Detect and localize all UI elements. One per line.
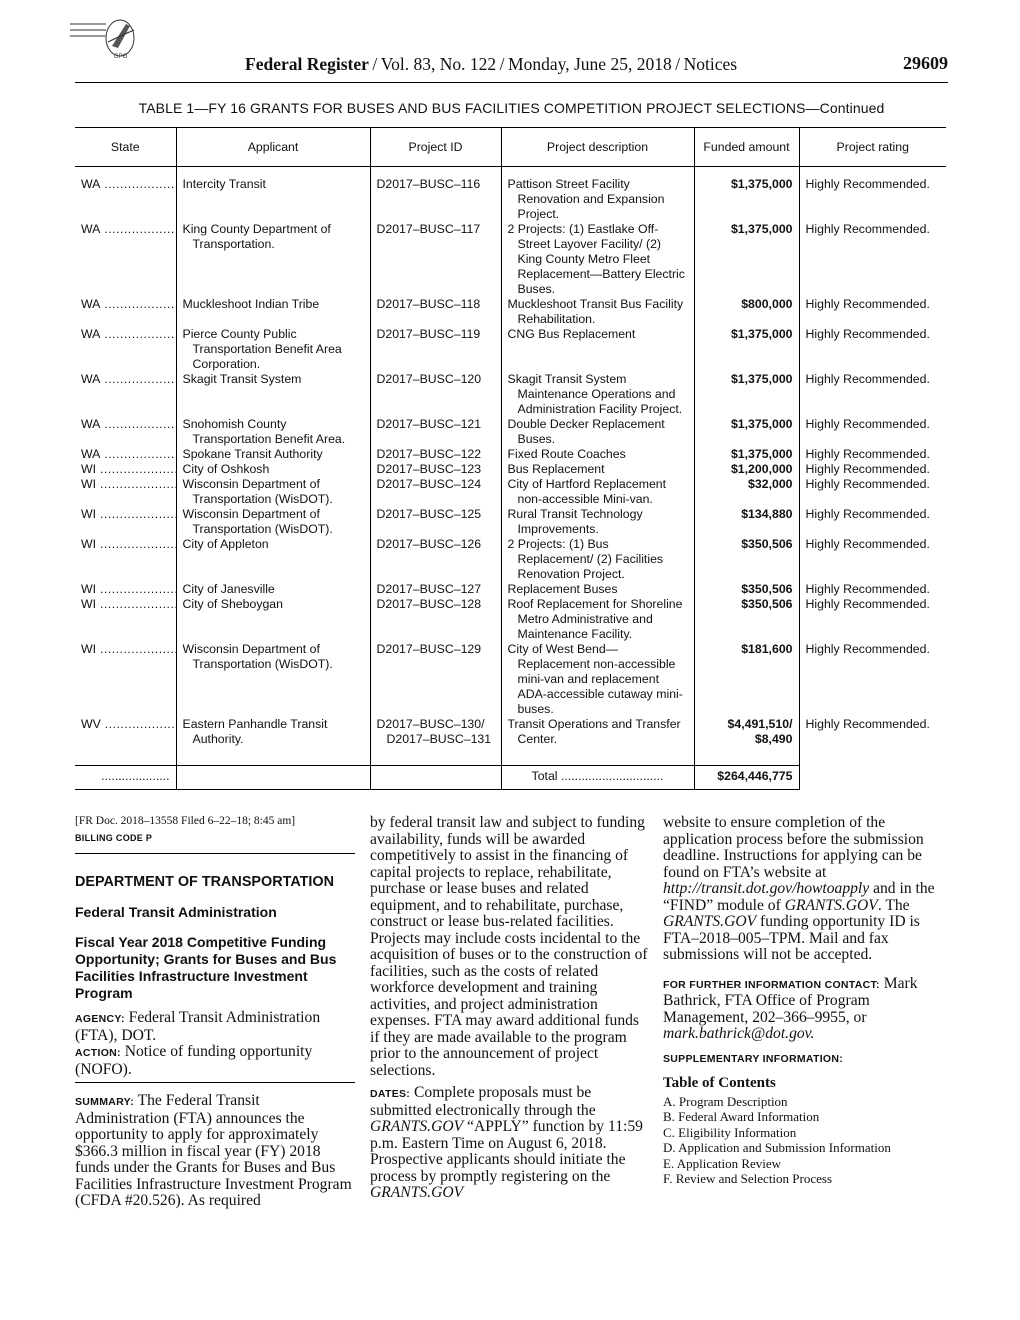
column-header: State bbox=[75, 128, 176, 167]
amount-cell: $1,375,000 bbox=[694, 177, 799, 222]
applicant-cell: Eastern Panhandle Transit Authority. bbox=[176, 717, 370, 747]
contact-email-link[interactable]: mark.bathrick@dot.gov. bbox=[663, 1025, 815, 1042]
summary-continued: by federal transit law and subject to funding availability, funds will be awarded competitively to assist in the financing of capital projects to replace, rehabilitate, purchase or lease buses and related equipment, and to rehabilitate, purchase, construct or lease bus-related facilities. Projects may include costs incidental to the acquisition of buses or to the construction of facilities, such as the costs of related workforce development and training activities, and project administration expenses. FTA may award additional funds if they are made available to the program prior to the announcement of project selections. bbox=[370, 814, 648, 1079]
applicant-cell: Wisconsin Department of Transportation (WisDOT). bbox=[176, 507, 370, 537]
amount-cell: $350,506 bbox=[694, 597, 799, 642]
table-row bbox=[75, 222, 946, 297]
toc-item: C. Eligibility Information bbox=[663, 1124, 797, 1140]
notice-title: Fiscal Year 2018 Competitive Funding Opportunity; Grants for Buses and Bus Facilities Infrastructure Investment Program bbox=[75, 934, 337, 1001]
applicant-cell: Pierce County Public Transportation Benefit Area Corporation. bbox=[176, 327, 370, 372]
state-cell: WI ..... bbox=[75, 477, 176, 507]
state-cell: WA ..... bbox=[75, 372, 176, 417]
description-cell: City of Hartford Replacement non-accessible Mini-van. bbox=[501, 477, 694, 507]
project-id-cell: D2017–BUSC–116 bbox=[370, 177, 501, 222]
description-cell: Roof Replacement for Shoreline Metro Administrative and Maintenance Facility. bbox=[501, 597, 694, 642]
column-header: Project rating bbox=[799, 128, 946, 167]
rating-cell: Highly Recommended. bbox=[799, 597, 946, 642]
applicant-cell: Snohomish County Transportation Benefit Area. bbox=[176, 417, 370, 447]
rating-cell: Highly Recommended. bbox=[799, 582, 946, 597]
rating-cell: Highly Recommended. bbox=[799, 417, 946, 447]
applicant-cell: Muckleshoot Indian Tribe bbox=[176, 297, 370, 327]
description-cell: Rural Transit Technology Improvements. bbox=[501, 507, 694, 537]
description-cell: Transit Operations and Transfer Center. bbox=[501, 717, 694, 747]
state-cell: WI ..... bbox=[75, 597, 176, 642]
table-title: TABLE 1—FY 16 GRANTS FOR BUSES AND BUS FACILITIES COMPETITION PROJECT SELECTIONS—Continued bbox=[138, 100, 885, 116]
amount-cell: $1,375,000 bbox=[694, 222, 799, 297]
table-row bbox=[75, 177, 946, 222]
project-id-cell: D2017–BUSC–123 bbox=[370, 462, 501, 477]
amount-cell: $4,491,510/ $8,490 bbox=[694, 717, 799, 747]
project-id-cell: D2017–BUSC–126 bbox=[370, 537, 501, 582]
table-row bbox=[75, 297, 946, 327]
rating-cell: Highly Recommended. bbox=[799, 372, 946, 417]
volume: Vol. 83, No. 122 bbox=[380, 54, 497, 74]
toc-item: F. Review and Selection Process bbox=[663, 1171, 833, 1186]
total-row: .................... Total .............................. $264,446,775 bbox=[75, 766, 946, 790]
column-header: Project ID bbox=[370, 128, 501, 167]
project-id-cell: D2017–BUSC–119 bbox=[370, 327, 501, 372]
state-cell: WA ..... bbox=[75, 222, 176, 297]
total-label: Total .............................. bbox=[501, 766, 694, 790]
agency-heading: Federal Transit Administration bbox=[75, 904, 277, 920]
agency-paragraph: AGENCY: Federal Transit Administration (FTA), DOT. bbox=[75, 1009, 321, 1044]
toc-title: Table of Contents bbox=[663, 1074, 776, 1091]
table-of-contents bbox=[663, 1094, 946, 1187]
project-id-cell: D2017–BUSC–125 bbox=[370, 507, 501, 537]
applicant-cell: City of Janesville bbox=[176, 582, 370, 597]
total-amount: $264,446,775 bbox=[694, 766, 799, 790]
rating-cell: Highly Recommended. bbox=[799, 537, 946, 582]
dates-paragraph: DATES: Complete proposals must be submitted electronically through the GRANTS.GOV “APPLY” function by 11:59 p.m. Eastern Time on August 6, 2018. Prospective applicants should initiate the process by promptly registering on the GRANTS.GOV bbox=[370, 1084, 643, 1201]
description-cell: City of West Bend—Replacement non-accessible mini-van and replacement ADA-accessible cutaway mini-buses. bbox=[501, 642, 694, 717]
page-number: 29609 bbox=[903, 53, 948, 73]
amount-cell: $32,000 bbox=[694, 477, 799, 507]
rating-cell: Highly Recommended. bbox=[799, 462, 946, 477]
rating-cell: Highly Recommended. bbox=[799, 177, 946, 222]
project-id-cell: D2017–BUSC–121 bbox=[370, 417, 501, 447]
table-row bbox=[75, 462, 946, 477]
applicant-cell: City of Oshkosh bbox=[176, 462, 370, 477]
state-cell: WA ..... bbox=[75, 417, 176, 447]
project-id-cell: D2017–BUSC–130/ D2017–BUSC–131 bbox=[370, 717, 501, 747]
amount-cell: $181,600 bbox=[694, 642, 799, 717]
column-header: Applicant bbox=[176, 128, 370, 167]
applicant-cell: Skagit Transit System bbox=[176, 372, 370, 417]
table-row bbox=[75, 597, 946, 642]
divider bbox=[75, 853, 355, 854]
description-cell: Bus Replacement bbox=[501, 462, 694, 477]
howtoapply-link[interactable]: http://transit.dot.gov/howtoapply bbox=[663, 880, 870, 897]
table-row bbox=[75, 582, 946, 597]
amount-cell: $800,000 bbox=[694, 297, 799, 327]
amount-cell: $1,375,000 bbox=[694, 417, 799, 447]
toc-item: E. Application Review bbox=[663, 1155, 782, 1171]
description-cell: 2 Projects: (1) Eastlake Off-Street Layover Facility/ (2) King County Metro Fleet Replacement—Battery Electric Buses. bbox=[501, 222, 694, 297]
toc-item: D. Application and Submission Information bbox=[663, 1140, 891, 1155]
state-cell: WA ..... bbox=[75, 327, 176, 372]
amount-cell: $134,880 bbox=[694, 507, 799, 537]
grants-table bbox=[75, 127, 946, 790]
running-head: Federal Register / Vol. 83, No. 122 / Monday, June 25, 2018 / Notices bbox=[245, 54, 738, 74]
table-row bbox=[75, 477, 946, 507]
amount-cell: $1,375,000 bbox=[694, 372, 799, 417]
column-header: Funded amount bbox=[694, 128, 799, 167]
description-cell: Skagit Transit System Maintenance Operations and Administration Facility Project. bbox=[501, 372, 694, 417]
project-id-cell: D2017–BUSC–124 bbox=[370, 477, 501, 507]
rating-cell: Highly Recommended. bbox=[799, 327, 946, 372]
fr-doc-line: [FR Doc. 2018–13558 Filed 6–22–18; 8:45 am] bbox=[75, 815, 296, 827]
svg-text:GPO: GPO bbox=[114, 54, 128, 60]
action-paragraph: ACTION: Notice of funding opportunity (NOFO). bbox=[75, 1043, 313, 1078]
rating-cell: Highly Recommended. bbox=[799, 717, 946, 747]
applicant-cell: City of Appleton bbox=[176, 537, 370, 582]
supplementary-label: SUPPLEMENTARY INFORMATION: bbox=[663, 1052, 844, 1065]
table-row bbox=[75, 642, 946, 717]
table-row bbox=[75, 447, 946, 462]
description-cell: Replacement Buses bbox=[501, 582, 694, 597]
description-cell: Muckleshoot Transit Bus Facility Rehabilitation. bbox=[501, 297, 694, 327]
rating-cell: Highly Recommended. bbox=[799, 222, 946, 297]
description-cell: Fixed Route Coaches bbox=[501, 447, 694, 462]
rating-cell: Highly Recommended. bbox=[799, 507, 946, 537]
table-row bbox=[75, 372, 946, 417]
rating-cell: Highly Recommended. bbox=[799, 297, 946, 327]
project-id-cell: D2017–BUSC–122 bbox=[370, 447, 501, 462]
amount-cell: $1,200,000 bbox=[694, 462, 799, 477]
state-cell: WI ..... bbox=[75, 507, 176, 537]
description-cell: CNG Bus Replacement bbox=[501, 327, 694, 372]
state-cell: WI ..... bbox=[75, 582, 176, 597]
project-id-cell: D2017–BUSC–127 bbox=[370, 582, 501, 597]
notice-column-1 bbox=[75, 815, 355, 1210]
contact-paragraph: FOR FURTHER INFORMATION CONTACT: Mark Bathrick, FTA Office of Program Management, 202–366–9955, or mark.bathrick@dot.gov. bbox=[663, 974, 918, 1042]
rating-cell: Highly Recommended. bbox=[799, 447, 946, 462]
project-id-cell: D2017–BUSC–117 bbox=[370, 222, 501, 297]
amount-cell: $1,375,000 bbox=[694, 447, 799, 462]
applicant-cell: Spokane Transit Authority bbox=[176, 447, 370, 462]
state-cell: WI ..... bbox=[75, 537, 176, 582]
table-header-row bbox=[75, 128, 946, 167]
state-cell: WA ..... bbox=[75, 297, 176, 327]
project-id-cell: D2017–BUSC–118 bbox=[370, 297, 501, 327]
applicant-cell: Wisconsin Department of Transportation (WisDOT). bbox=[176, 642, 370, 717]
notice-column-2 bbox=[370, 815, 648, 1202]
summary-paragraph: SUMMARY: The Federal Transit Administration (FTA) announces the opportunity to apply for approximately $366.3 million in fiscal year (FY) 2018 funds under the Grants for Buses and Bus Facilities Infrastructure Investment Program (CFDA #20.526). As required bbox=[75, 1092, 352, 1209]
publication-name: Federal Register bbox=[245, 54, 369, 74]
table-row bbox=[75, 717, 946, 747]
project-id-cell: D2017–BUSC–129 bbox=[370, 642, 501, 717]
applicant-cell: King County Department of Transportation. bbox=[176, 222, 370, 297]
description-cell: 2 Projects: (1) Bus Replacement/ (2) Facilities Renovation Project. bbox=[501, 537, 694, 582]
table-row bbox=[75, 417, 946, 447]
project-id-cell: D2017–BUSC–120 bbox=[370, 372, 501, 417]
table-row bbox=[75, 507, 946, 537]
amount-cell: $1,375,000 bbox=[694, 327, 799, 372]
issue-date: Monday, June 25, 2018 bbox=[508, 54, 672, 74]
rating-cell: Highly Recommended. bbox=[799, 477, 946, 507]
applicant-cell: Intercity Transit bbox=[176, 177, 370, 222]
toc-item: A. Program Description bbox=[663, 1093, 788, 1109]
notice-column-3 bbox=[663, 815, 946, 1187]
description-cell: Double Decker Replacement Buses. bbox=[501, 417, 694, 447]
page-header bbox=[75, 52, 948, 83]
divider bbox=[75, 1082, 355, 1083]
state-cell: WI ..... bbox=[75, 642, 176, 717]
table-row bbox=[75, 327, 946, 372]
table-row bbox=[75, 537, 946, 582]
state-cell: WA ..... bbox=[75, 447, 176, 462]
state-cell: WV ..... bbox=[75, 717, 176, 747]
amount-cell: $350,506 bbox=[694, 537, 799, 582]
state-cell: WI ..... bbox=[75, 462, 176, 477]
applicant-cell: Wisconsin Department of Transportation (WisDOT). bbox=[176, 477, 370, 507]
section-name: Notices bbox=[683, 54, 738, 74]
column-header: Project description bbox=[501, 128, 694, 167]
billing-code: BILLING CODE P bbox=[75, 833, 153, 843]
dates-continued: website to ensure completion of the application process before the submission deadline. Instructions for applying can be found on FTA’s website at http://transit.dot.gov/howtoapply and in the “FIND” module of GRANTS.GOV. The GRANTS.GOV funding opportunity ID is FTA–2018–005–TPM. Mail and fax submissions will not be accepted. bbox=[663, 814, 935, 963]
amount-cell: $350,506 bbox=[694, 582, 799, 597]
applicant-cell: City of Sheboygan bbox=[176, 597, 370, 642]
description-cell: Pattison Street Facility Renovation and Expansion Project. bbox=[501, 177, 694, 222]
department-heading: DEPARTMENT OF TRANSPORTATION bbox=[75, 874, 335, 890]
state-cell: WA ..... bbox=[75, 177, 176, 222]
project-id-cell: D2017–BUSC–128 bbox=[370, 597, 501, 642]
rating-cell: Highly Recommended. bbox=[799, 642, 946, 717]
toc-item: B. Federal Award Information bbox=[663, 1109, 820, 1124]
